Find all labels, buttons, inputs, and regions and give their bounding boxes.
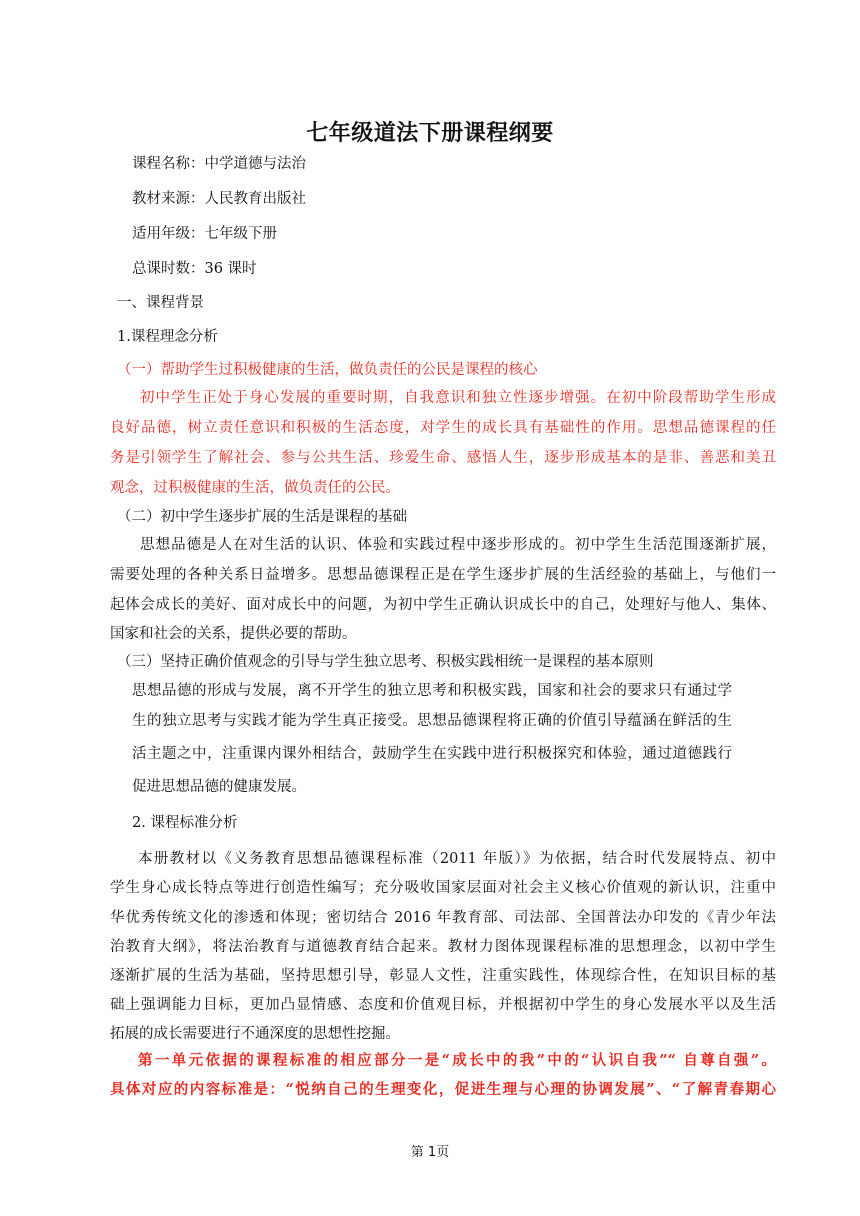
unit-paragraph-line: 第一单元依据的课程标准的相应部分一是“成长中的我”中的“认识自我”“ 自尊自强”。 (138, 1052, 776, 1069)
paragraph-line: 良好品德，树立责任意识和积极的生活态度，对学生的成长具有基础性的作用。思想品德课程的任 (110, 420, 776, 436)
subsection-heading-concept: 1.课程理念分析 (117, 329, 218, 345)
paragraph-line: 思想品德的形成与发展，离不开学生的独立思考和积极实践，国家和社会的要求只有通过学 (132, 683, 732, 699)
point-heading-2: （二）初中学生逐步扩展的生活是课程的基础 (117, 509, 407, 525)
paragraph-line: 促进思想品德的健康发展。 (132, 779, 306, 795)
paragraph-line: 起体会成长的美好、面对成长中的问题，为初中学生正确认识成长中的自己，处理好与他人、集体、 (110, 597, 776, 613)
paragraph-line: 需要处理的各种关系日益增多。思想品德课程正是在学生逐步扩展的生活经验的基础上，与他们一 (110, 567, 776, 583)
paragraph-line: 观念，过积极健康的生活，做负责任的公民。 (110, 480, 400, 496)
paragraph-line: 生的独立思考与实践才能为学生真正接受。思想品德课程将正确的价值引导蕴涵在鲜活的生 (132, 713, 732, 729)
paragraph-line: 础上强调能力目标，更加凸显情感、态度和价值观目标，并根据初中学生的身心发展水平以及生活 (110, 997, 776, 1013)
page-number: 第 1页 (410, 1145, 450, 1160)
paragraph-line: 国家和社会的关系，提供必要的帮助。 (110, 626, 357, 642)
grade-line: 适用年级：七年级下册 (132, 226, 277, 242)
document-title: 七年级道法下册课程纲要 (306, 121, 554, 146)
paragraph-line: 活主题之中，注重课内课外相结合，鼓励学生在实践中进行积极探究和体验，通过道德践行 (132, 746, 732, 762)
unit-paragraph-line: 具体对应的内容标准是：“悦纳自己的生理变化，促进生理与心理的协调发展”、“了解青春期心 (110, 1081, 776, 1098)
subsection-heading-standards: 2. 课程标准分析 (132, 815, 238, 831)
paragraph-line: 学生身心成长特点等进行创造性编写；充分吸收国家层面对社会主义核心价值观的新认识，注重中 (110, 880, 776, 896)
course-name-line: 课程名称：中学道德与法治 (132, 156, 306, 172)
paragraph-line: 初中学生正处于身心发展的重要时期，自我意识和独立性逐步增强。在初中阶段帮助学生形成 (140, 390, 776, 406)
point-heading-1: （一）帮助学生过积极健康的生活，做负责任的公民是课程的核心 (117, 362, 538, 378)
hours-line: 总课时数：36 课时 (132, 261, 257, 277)
paragraph-line: 逐渐扩展的生活为基础，坚持思想引导，彰显人文性，注重实践性，体现综合性，在知识目标的基 (110, 968, 776, 984)
textbook-source-line: 教材来源：人民教育出版社 (132, 191, 306, 207)
paragraph-line: 本册教材以《义务教育思想品德课程标准（2011 年版）》为依据，结合时代发展特点、初中 (138, 851, 776, 867)
paragraph-line: 华优秀传统文化的渗透和体现；密切结合 2016 年教育部、司法部、全国普法办印发的《青少年法 (110, 910, 776, 926)
paragraph-line: 治教育大纲》，将法治教育与道德教育结合起来。教材力图体现课程标准的思想理念，以初中学生 (110, 939, 776, 955)
paragraph-line: 思想品德是人在对生活的认识、体验和实践过程中逐步形成的。初中学生生活范围逐渐扩展， (140, 537, 776, 553)
section-heading-background: 一、课程背景 (117, 295, 204, 311)
point-heading-3: （三）坚持正确价值观念的引导与学生独立思考、积极实践相统一是课程的基本原则 (117, 654, 654, 670)
paragraph-line: 务是引领学生了解社会、参与公共生活、珍爱生命、感悟人生，逐步形成基本的是非、善恶和美丑 (110, 450, 776, 466)
paragraph-line: 拓展的成长需要进行不通深度的思想性挖掘。 (110, 1026, 400, 1042)
